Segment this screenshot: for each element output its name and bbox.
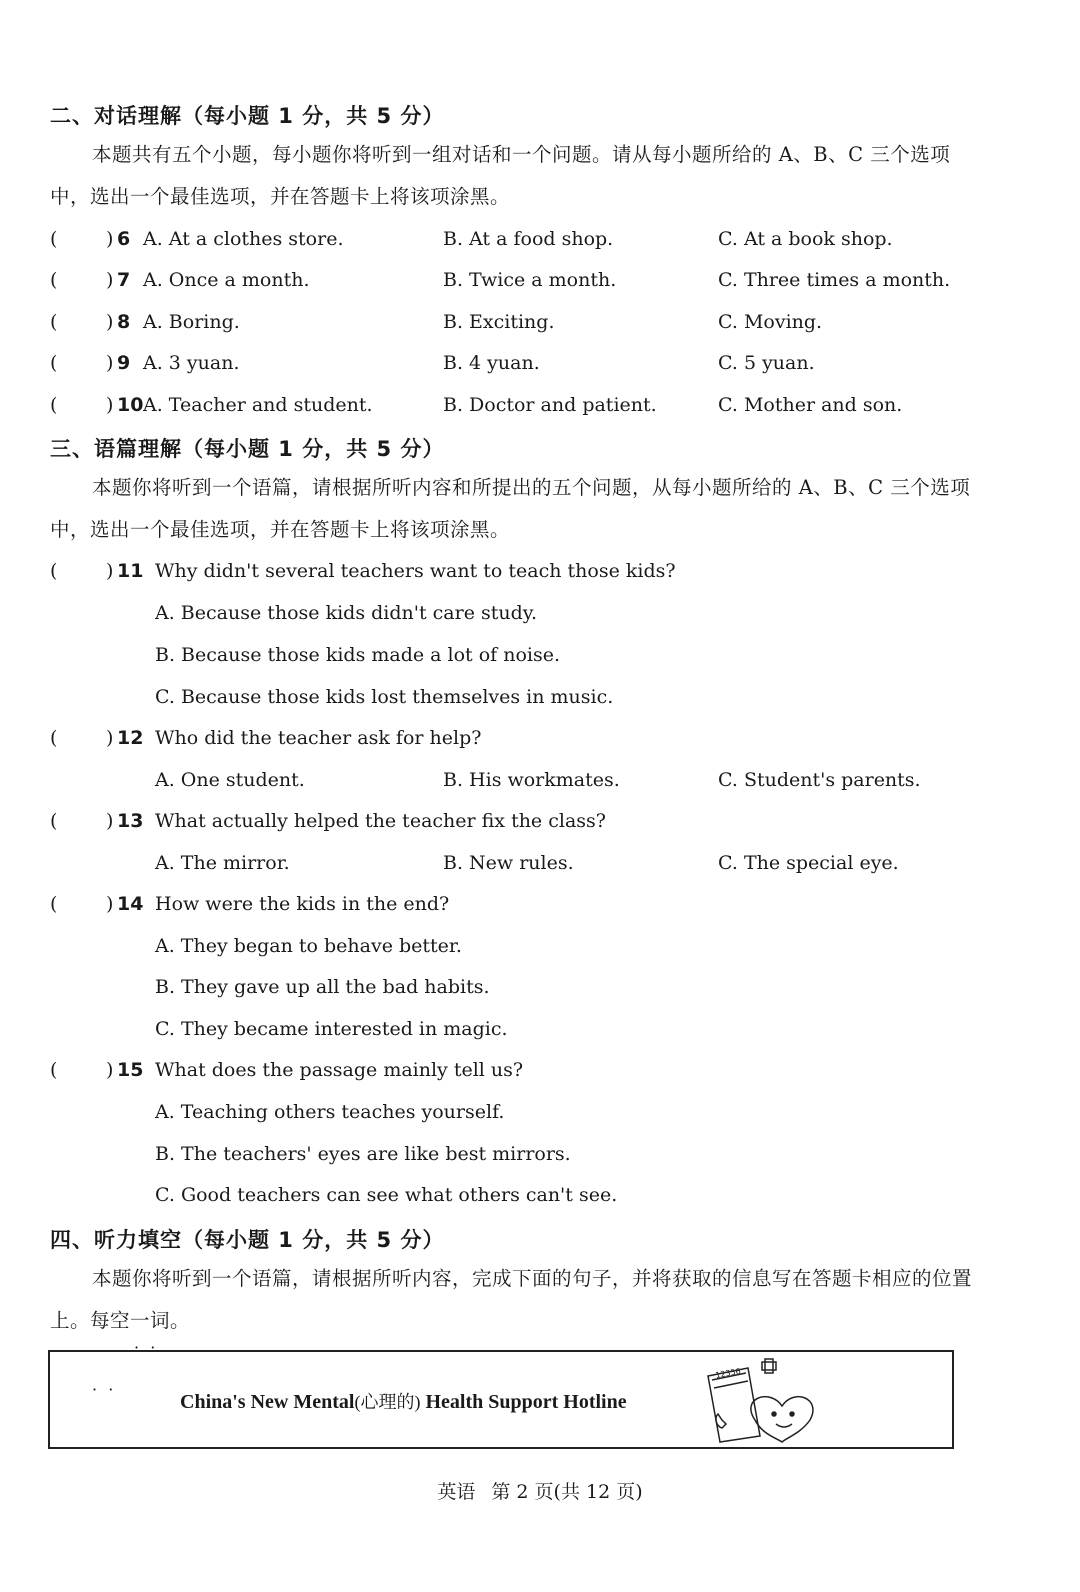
- section-2-title: 二、对话理解（每小题 1 分，共 5 分）: [50, 104, 445, 128]
- answer-paren-open: (: [50, 727, 58, 749]
- question-6: [50, 228, 1010, 258]
- question-text: What does the passage mainly tell us?: [155, 1059, 524, 1081]
- question-14: [50, 893, 1010, 923]
- answer-paren-open: (: [50, 893, 58, 915]
- hotline-number-text: 12356: [714, 1366, 742, 1380]
- footer-page-number: 第 2 页(共 12 页): [491, 1481, 643, 1503]
- page-footer: [0, 1477, 1080, 1504]
- option-c: C. Because those kids lost themselves in music.: [155, 686, 614, 708]
- option-c: C. The special eye.: [718, 852, 899, 874]
- option-b: B. His workmates.: [443, 769, 620, 791]
- question-11: [50, 560, 1010, 590]
- option-b: B. Exciting.: [443, 311, 555, 333]
- option-a: A. They began to behave better.: [155, 935, 462, 957]
- answer-paren-open: (: [50, 394, 58, 416]
- question-number: 13: [117, 810, 144, 832]
- question-text: How were the kids in the end?: [155, 893, 450, 915]
- instructions-end: 。: [170, 1309, 191, 1332]
- option-a: A. The mirror.: [155, 852, 290, 874]
- option-a: A. At a clothes store.: [143, 228, 344, 250]
- question-number: 11: [117, 560, 144, 582]
- option-b: B. Doctor and patient.: [443, 394, 657, 416]
- answer-paren-close: ): [106, 893, 114, 915]
- answer-paren-open: (: [50, 311, 58, 333]
- section-3-instructions: 本题你将听到一个语篇，请根据所听内容和所提出的五个问题，从每小题所给的 A、B、C 三个选项中，选出一个最佳选项，并在答题卡上将该项涂黑。: [50, 476, 971, 541]
- section-2-instructions: 本题共有五个小题，每小题你将听到一组对话和一个问题。请从每小题所给的 A、B、C 三个选项中，选出一个最佳选项，并在答题卡上将该项涂黑。: [50, 143, 951, 208]
- hotline-title-cn: (心理的): [354, 1392, 421, 1412]
- question-15: [50, 1059, 1010, 1089]
- option-c: C. Student's parents.: [718, 769, 921, 791]
- answer-paren-close: ): [106, 810, 114, 832]
- option-b: B. The teachers' eyes are like best mirrors.: [155, 1143, 571, 1165]
- option-a: A. 3 yuan.: [143, 352, 240, 374]
- answer-paren-open: (: [50, 352, 58, 374]
- question-12-options: [50, 769, 1010, 799]
- instructions-main: 本题你将听到一个语篇，请根据所听内容，完成下面的句子，并将获取的信息写在答题卡相应的位置上。: [50, 1267, 973, 1332]
- question-8: [50, 311, 1010, 341]
- question-number: 12: [117, 727, 144, 749]
- cross-shape-v: [765, 1359, 773, 1373]
- hotline-title: [180, 1388, 627, 1414]
- option-a: A. Teaching others teaches yourself.: [155, 1101, 505, 1123]
- question-number: 7: [117, 269, 131, 291]
- answer-paren-close: ): [106, 352, 114, 374]
- option-b: B. Because those kids made a lot of noise.: [155, 644, 561, 666]
- question-number: 10: [117, 394, 144, 416]
- hotline-box: [48, 1350, 954, 1449]
- hotline-title-en-1: China's New Mental: [180, 1391, 355, 1413]
- question-10: [50, 394, 1010, 424]
- answer-paren-open: (: [50, 269, 58, 291]
- option-a: A. One student.: [155, 769, 305, 791]
- answer-paren-close: ): [106, 311, 114, 333]
- answer-paren-open: (: [50, 810, 58, 832]
- question-text: Why didn't several teachers want to teach those kids?: [155, 560, 676, 582]
- question-7: [50, 269, 1010, 299]
- instructions-emphasis: 每空一词 · · · ·: [90, 1309, 170, 1332]
- question-number: 8: [117, 311, 131, 333]
- question-9: [50, 352, 1010, 382]
- section-4-title: 四、听力填空（每小题 1 分，共 5 分）: [50, 1228, 445, 1252]
- option-c: C. They became interested in magic.: [155, 1018, 508, 1040]
- question-12: [50, 727, 1010, 757]
- cross-shape-h: [762, 1362, 776, 1370]
- answer-paren-open: (: [50, 560, 58, 582]
- section-4-instructions: [50, 1258, 985, 1342]
- answer-paren-close: ): [106, 269, 114, 291]
- option-c: C. 5 yuan.: [718, 352, 815, 374]
- option-b: B. 4 yuan.: [443, 352, 540, 374]
- answer-paren-close: ): [106, 228, 114, 250]
- footer-subject: 英语: [437, 1481, 476, 1503]
- question-number: 15: [117, 1059, 144, 1081]
- question-13-options: [50, 852, 1010, 882]
- option-a: A. Boring.: [143, 311, 240, 333]
- answer-paren-close: ): [106, 394, 114, 416]
- option-a: A. Teacher and student.: [143, 394, 373, 416]
- option-b: B. New rules.: [443, 852, 574, 874]
- answer-paren-close: ): [106, 560, 114, 582]
- answer-paren-open: (: [50, 228, 58, 250]
- option-b: B. Twice a month.: [443, 269, 617, 291]
- option-c: C. At a book shop.: [718, 228, 893, 250]
- question-13: [50, 810, 1010, 840]
- question-text: Who did the teacher ask for help?: [155, 727, 482, 749]
- section-3-title: 三、语篇理解（每小题 1 分，共 5 分）: [50, 437, 445, 461]
- option-c: C. Mother and son.: [718, 394, 903, 416]
- question-number: 14: [117, 893, 144, 915]
- option-b: B. At a food shop.: [443, 228, 614, 250]
- option-c: C. Three times a month.: [718, 269, 951, 291]
- question-number: 9: [117, 352, 131, 374]
- answer-paren-close: ): [106, 1059, 114, 1081]
- option-a: A. Because those kids didn't care study.: [155, 602, 538, 624]
- question-text: What actually helped the teacher fix the class?: [155, 810, 606, 832]
- option-c: C. Good teachers can see what others can't see.: [155, 1184, 618, 1206]
- option-c: C. Moving.: [718, 311, 823, 333]
- hotline-phone-heart-illustration: [700, 1358, 830, 1444]
- answer-paren-open: (: [50, 1059, 58, 1081]
- option-b: B. They gave up all the bad habits.: [155, 976, 490, 998]
- question-number: 6: [117, 228, 131, 250]
- hotline-title-en-2: Health Support Hotline: [425, 1391, 627, 1413]
- answer-paren-close: ): [106, 727, 114, 749]
- option-a: A. Once a month.: [143, 269, 310, 291]
